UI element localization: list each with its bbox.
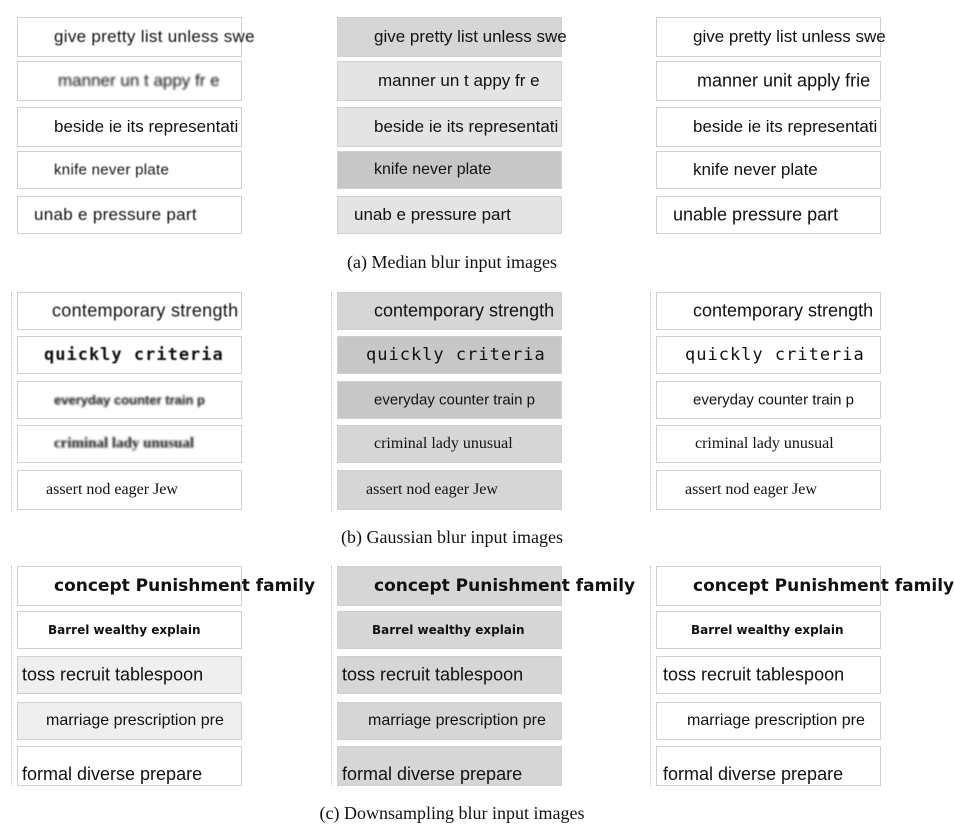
text-strip: manner unit apply frie: [656, 61, 881, 101]
text-strip: everyday counter train p: [656, 381, 881, 419]
text-strip: knife never plate: [17, 151, 242, 189]
text-strip: everyday counter train p: [337, 381, 562, 419]
caption-b: (b) Gaussian blur input images: [341, 527, 563, 547]
text-strip: toss recruit tablespoon: [656, 656, 881, 694]
text-strip: manner un t appy fr e: [337, 61, 562, 101]
text-strip: formal diverse prepare: [337, 746, 562, 786]
text-strip: unab e pressure part: [337, 196, 562, 234]
text-strip: beside ie its representati: [337, 107, 562, 147]
text-strip: formal diverse prepare: [17, 746, 242, 786]
text-strip: contemporary strength: [17, 292, 242, 330]
text-strip: criminal lady unusual: [337, 425, 562, 463]
text-strip: criminal lady unusual: [17, 425, 242, 463]
text-strip: quickly criteria: [656, 336, 881, 374]
caption-c: (c) Downsampling blur input images: [319, 803, 585, 823]
text-strip: give pretty list unless swe: [656, 17, 881, 57]
text-strip: concept Punishment family: [17, 566, 242, 606]
text-strip: contemporary strength: [656, 292, 881, 330]
text-strip: assert nod eager Jew: [337, 470, 562, 510]
text-strip: concept Punishment family: [656, 566, 881, 606]
text-strip: give pretty list unless swe: [17, 17, 242, 57]
text-strip: toss recruit tablespoon: [337, 656, 562, 694]
text-strip: contemporary strength: [337, 292, 562, 330]
text-strip: concept Punishment family: [337, 566, 562, 606]
text-strip: marriage prescription pre: [337, 702, 562, 740]
text-strip: formal diverse prepare: [656, 746, 881, 786]
text-strip: criminal lady unusual: [656, 425, 881, 463]
text-strip: assert nod eager Jew: [17, 470, 242, 510]
text-strip: give pretty list unless swe: [337, 17, 562, 57]
text-strip: manner un t appy fr e: [17, 61, 242, 101]
text-strip: Barrel wealthy explain: [17, 611, 242, 649]
text-strip: unable pressure part: [656, 196, 881, 234]
text-strip: beside ie its representati: [656, 107, 881, 147]
text-strip: knife never plate: [337, 151, 562, 189]
text-strip: Barrel wealthy explain: [656, 611, 881, 649]
text-strip: knife never plate: [656, 151, 881, 189]
text-strip: marriage prescription pre: [17, 702, 242, 740]
text-strip: toss recruit tablespoon: [17, 656, 242, 694]
text-strip: Barrel wealthy explain: [337, 611, 562, 649]
text-strip: assert nod eager Jew: [656, 470, 881, 510]
caption-a: (a) Median blur input images: [347, 252, 557, 272]
text-strip: marriage prescription pre: [656, 702, 881, 740]
text-strip: quickly criteria: [337, 336, 562, 374]
text-strip: unab e pressure part: [17, 196, 242, 234]
text-strip: beside ie its representati: [17, 107, 242, 147]
text-strip: everyday counter train p: [17, 381, 242, 419]
text-strip: quickly criteria: [17, 336, 242, 374]
